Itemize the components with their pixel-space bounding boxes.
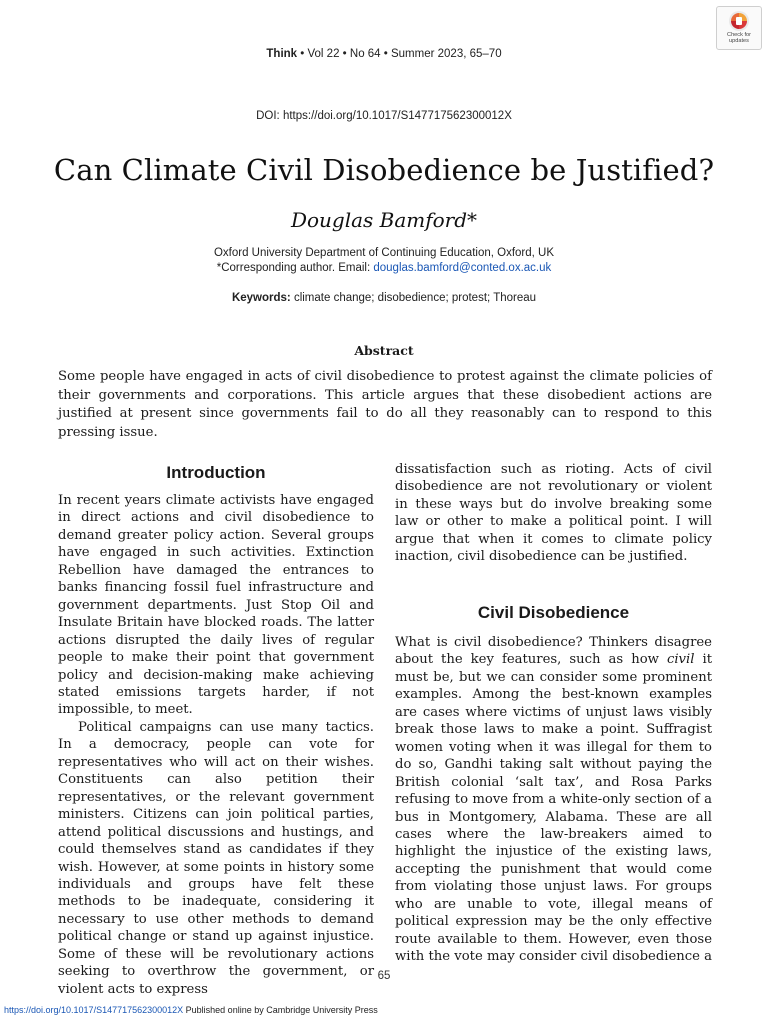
doi-line: DOI: https://doi.org/10.1017/S147717562300012X bbox=[256, 110, 512, 122]
badge-label-1: Check for bbox=[727, 32, 751, 38]
abstract-heading: Abstract bbox=[354, 343, 414, 358]
affiliation-block bbox=[0, 246, 768, 275]
keywords-label: Keywords: bbox=[231, 292, 291, 304]
journal-info bbox=[0, 48, 768, 60]
correspondence bbox=[0, 261, 768, 276]
keywords bbox=[0, 292, 768, 304]
right-column-bottom bbox=[395, 634, 712, 966]
author-email-link[interactable]: douglas.bamford@conted.ox.ac.uk bbox=[373, 261, 552, 274]
right-column-top bbox=[395, 461, 712, 566]
correspondence-prefix: *Corresponding author. Email: bbox=[216, 261, 374, 274]
affiliation: Oxford University Department of Continuing Education, Oxford, UK bbox=[213, 247, 555, 259]
left-column bbox=[58, 492, 374, 998]
abstract-text: Some people have engaged in acts of civil disobedience to protest against the climate policies of their governments and corporations. This article argues that these disobedient actions are justified at present since governments fail to do all they reasonably can to respond to this pressing issue. bbox=[58, 369, 712, 440]
civil-emphasis: civil bbox=[666, 652, 695, 668]
keywords-list: climate change; disobedience; protest; Thoreau bbox=[290, 292, 537, 304]
introduction-heading: Introduction bbox=[166, 463, 266, 482]
intro-paragraph-2: Political campaigns can use many tactics. In a democracy, people can vote for representatives who will act on their wishes. Constituents can also petition their representatives, or the relevant government ministers. Citizens can join political parties, attend political discussions and hustings, and could themselves stand as candidates if they wish. However, at some points in history some individuals and groups have felt these methods to be inadequate, considering it necessary to use other methods to demand political change or stand up against injustice. Some of these will be revolutionary actions seeking to overthrow the government, or violent acts to express bbox=[58, 719, 374, 997]
page-number: 65 bbox=[377, 970, 391, 982]
intro-paragraph-3: dissatisfaction such as rioting. Acts of civil disobedience are not revolutionary or violent in these ways but do involve breaking some law or other to make a political point. I will argue that when it comes to climate policy inaction, civil disobedience can be justified. bbox=[395, 462, 712, 565]
intro-paragraph-1: In recent years climate activists have engaged in direct actions and civil disobedience to demand greater policy action. Several groups have engaged in such activities. Extinction Rebellion have damaged the entrances to banks financing fossil fuel infrastructure and government departments. Just Stop Oil and Insulate Britain have blocked roads. The latter actions disrupted the daily lives of regular people to make their point that government policy and decision-making make achieving stated emissions targets harder, if not impossible, to meet. bbox=[58, 493, 374, 718]
civil-paragraph-1-rest: it must be, but we can consider some prominent examples. Among the best-known examples are cases where victims of unjust laws visibly break those laws to make a point. Suffragist women voting when it was illegal for them to do so, Gandhi taking salt without paying the British colonial ‘salt tax’, and Rosa Parks refusing to move from a white-only section of a bus in Montgomery, Alabama. These are all cases where the law-breakers aimed to highlight the injustice of the existing laws, accepting the punishment that would come from violating those unjust laws. For groups who are unable to vote, illegal means of political expression may be the only effective route available to them. However, even those with the vote may consider civil disobedience a bbox=[395, 652, 713, 965]
footer bbox=[4, 1005, 378, 1015]
author-name: Douglas Bamford* bbox=[290, 208, 478, 232]
check-for-updates-badge[interactable] bbox=[716, 6, 762, 50]
check-for-updates-icon bbox=[728, 10, 750, 32]
article-title: Can Climate Civil Disobedience be Justified? bbox=[53, 153, 715, 187]
footer-publisher: Published online by Cambridge University Press bbox=[183, 1005, 378, 1015]
civil-paragraph-1 bbox=[395, 634, 712, 966]
civil-disobedience-heading: Civil Disobedience bbox=[477, 603, 630, 622]
badge-label-2: updates bbox=[729, 38, 749, 44]
journal-volume: • Vol 22 • No 64 • Summer 2023, 65–70 bbox=[297, 48, 502, 60]
footer-doi-link[interactable]: https://doi.org/10.1017/S147717562300012X bbox=[4, 1005, 184, 1015]
journal-name: Think bbox=[266, 48, 298, 60]
civil-paragraph-1-start: What is civil disobedience? Thinkers disagree about the key features, such as how bbox=[395, 635, 712, 668]
